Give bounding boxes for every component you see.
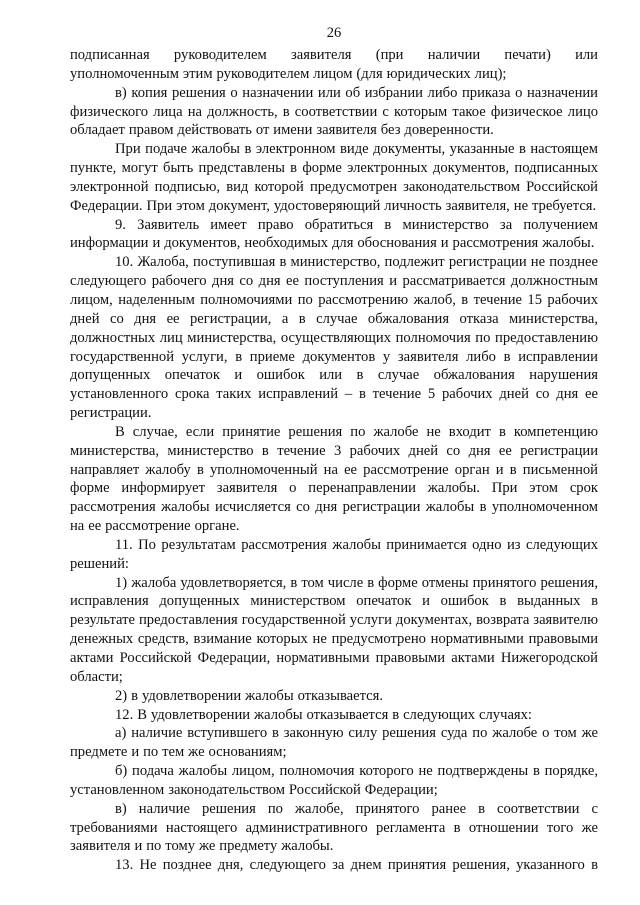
paragraph-decision-2: 2) в удовлетворении жалобы отказывается. [115, 687, 384, 704]
paragraph-decision-1: 1) жалоба удовлетворяется, в том числе в форме отмены принятого решения, исправления допущенных министерством опечаток и ошибок в выданных в результате предоставления государственной услуги документах, возврата заявителю денежных средств, взимание которых не предусмотрено нормативными правовыми актами Российской Федерации, нормативными правовыми актами Нижегородской области; [70, 574, 598, 685]
paragraph-copy-of-decision: в) копия решения о назначении или об избрании либо приказа о назначении физического лица на должность, в соответствии с которым такое физическое лицо обладает правом действовать от имени заявителя без доверенности. [70, 84, 598, 139]
paragraph-case-v: в) наличие решения по жалобе, принятого ранее в соответствии с требованиями настоящего административного регламента в отношении того же заявителя и по тому же предмету жалобы. [70, 800, 598, 855]
paragraph-item-10: 10. Жалоба, поступившая в министерство, подлежит регистрации не позднее следующего рабочего дня со дня ее поступления и рассматривается должностным лицом, наделенным полномочиями по рассмотрению жалоб, в течение 15 рабочих дней со дня ее регистрации, а в случае обжалования отказа министерства, должностных лиц министерства, осуществляющих полномочия по предоставлению государственной услуги, в приеме документов у заявителя либо в исправлении допущенных опечаток и ошибок или в случае обжалования нарушения установленного срока таких исправлений – в течение 5 рабочих дней со дня ее регистрации. [70, 254, 598, 422]
paragraph-continuation-line-2: уполномоченным этим руководителем лицом (для юридических лиц); [70, 65, 507, 82]
page-number: 26 [326, 25, 342, 41]
paragraph-item-11: 11. По результатам рассмотрения жалобы принимается одно из следующих решений: [70, 536, 598, 572]
paragraph-continuation-line-1: подписанная руководителем заявителя (при наличии печати) или [70, 47, 598, 63]
paragraph-case-a: а) наличие вступившего в законную силу решения суда по жалобе о том же предмете и по тем же основаниям; [70, 725, 598, 761]
paragraph-item-13: 13. Не позднее дня, следующего за днем принятия решения, указанного в [115, 857, 598, 874]
paragraph-item-12: 12. В удовлетворении жалобы отказывается в следующих случаях: [115, 706, 532, 723]
paragraph-electronic-submission: При подаче жалобы в электронном виде документы, указанные в настоящем пункте, могут быть представлены в форме электронных документов, подписанных электронной подписью, вид которой предусмотрен законодательством Российской Федерации. При этом документ, удостоверяющий личность заявителя, не требуется. [70, 141, 598, 214]
paragraph-item-9: 9. Заявитель имеет право обратиться в министерство за получением информации и документов, необходимых для обоснования и рассмотрения жалобы. [70, 216, 598, 252]
paragraph-redirection: В случае, если принятие решения по жалобе не входит в компетенцию министерства, министерство в течение 3 рабочих дней со дня ее регистрации направляет жалобу в уполномоченный на ее рассмотрение орган и в письменной форме информирует заявителя о перенаправлении жалобы. При этом срок рассмотрения жалобы исчисляется со дня регистрации жалобы в уполномоченном на ее рассмотрение органе. [70, 423, 598, 535]
paragraph-case-b: б) подача жалобы лицом, полномочия которого не подтверждены в порядке, установленном законодательством Российской Федерации; [70, 763, 598, 798]
